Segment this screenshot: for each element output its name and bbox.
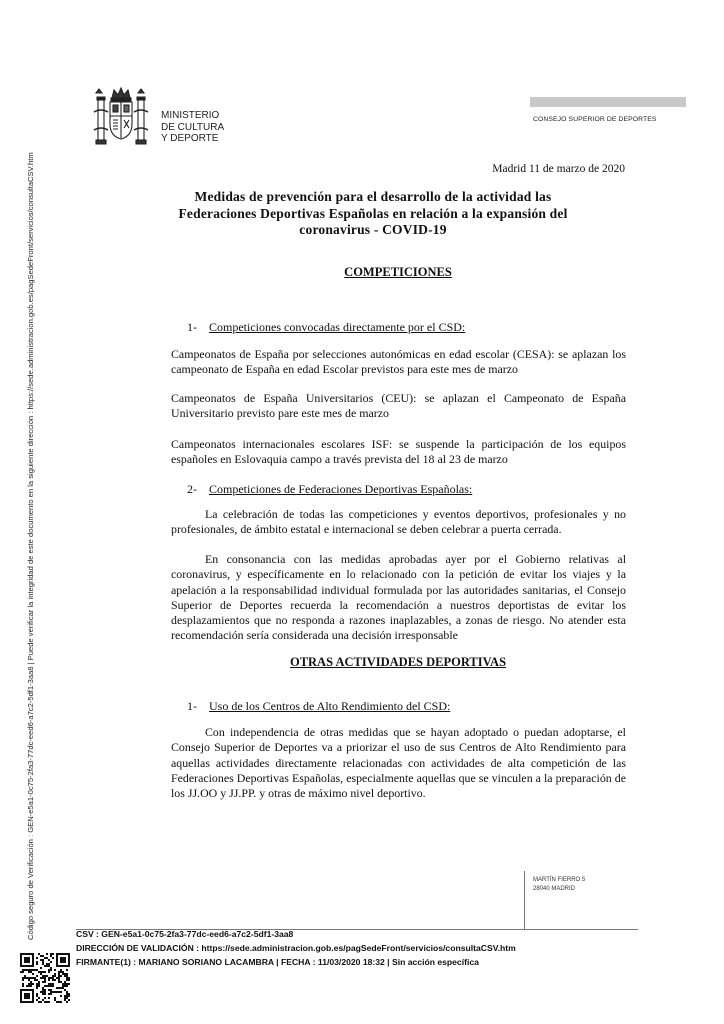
address-divider [524, 871, 525, 930]
item-label: Competiciones de Federaciones Deportivas Españolas: [209, 482, 473, 496]
ministry-line: MINISTERIO [161, 110, 220, 121]
item-label: Competiciones convocadas directamente por el CSD: [209, 320, 466, 334]
title-line: Federaciones Deportivas Españolas en relación a la expansión del [178, 205, 568, 221]
footer-validation-url: DIRECCIÓN DE VALIDACIÓN : https://sede.administracion.gob.es/pagSedeFront/servicios/consultaCSV.htm [76, 943, 516, 953]
paragraph-cesa: Campeonatos de España por selecciones autonómicas en edad escolar (CESA): se aplazan los campeonato de España en edad Escolar previstos para este mes de marzo [171, 347, 626, 377]
title-line: coronavirus - COVID-19 [299, 222, 447, 237]
address-line: 28040 MADRID [533, 885, 576, 892]
address-line: MARTÍN FIERRO 5 [533, 877, 586, 883]
list-item-1 [187, 320, 465, 335]
item-label: Uso de los Centros de Alto Rendimiento del CSD: [209, 699, 451, 713]
paragraph-recomendacion: En consonancia con las medidas aprobadas ayer por el Gobierno relativas al coronavirus, y específicamente en lo relacionado con la petición de evitar los viajes y la apelación a la responsabilidad individual formulada por las autoridades sanitarias, el Consejo Superior de Deportes recuerda la recomendación a nuestros deportistas de evitar los desplazamientos que no responda a razones inaplazables, a zonas de riesgo. No atender esta recomendación sería considerada una decisión irresponsable [171, 552, 626, 643]
paragraph-puerta-cerrada: La celebración de todas las competiciones y eventos deportivos, profesionales y no profesionales, de ámbito estatal e internacional se deben celebrar a puerta cerrada. [171, 507, 626, 537]
header-gray-bar [530, 97, 686, 107]
address-block [533, 876, 585, 893]
item-number: 2- [187, 482, 197, 496]
ministry-line: DE CULTURA [161, 121, 225, 133]
item-number: 1- [187, 320, 197, 334]
paragraph-ceu: Campeonatos de España Universitarios (CEU): se aplazan el Campeonato de España Universitario previsto pare este mes de marzo [171, 391, 626, 421]
title-line: Medidas de prevención para el desarrollo de la actividad las [194, 189, 552, 204]
section-heading-otras-actividades: OTRAS ACTIVIDADES DEPORTIVAS [289, 655, 507, 669]
coat-of-arms-icon [90, 86, 152, 152]
ministry-line: Y DEPORTE [161, 133, 219, 144]
document-date: Madrid 11 de marzo de 2020 [492, 163, 625, 175]
list-item-2 [187, 482, 472, 497]
footer-csv: CSV : GEN-e5a1-0c75-2fa3-77dc-eed6-a7c2-5df1-3aa8 [76, 929, 294, 939]
item-number: 1- [187, 699, 197, 713]
verification-side-text: Código seguro de Verificación : GEN-e5a1-0c75-2fa3-77dc-eed6-a7c2-5df1-3aa8 | Puede verificar la integridad de este documento en la siguiente dirección : https://sede.administracion.gob.es/pagSedeFront/servicios/consultaCSV.htm [26, 152, 35, 940]
list-item-car [187, 699, 450, 714]
footer-signer: FIRMANTE(1) : MARIANO SORIANO LACAMBRA | FECHA : 11/03/2020 18:32 | Sin acción específica [76, 957, 479, 967]
paragraph-isf: Campeonatos internacionales escolares ISF: se suspende la participación de los equipos españoles en Eslovaquia campo a través prevista del 18 al 23 de marzo [171, 437, 626, 467]
ministry-name [161, 110, 224, 145]
qr-code-icon [20, 953, 70, 1003]
section-heading-competiciones: COMPETICIONES [344, 265, 452, 279]
paragraph-car: Con independencia de otras medidas que se hayan adoptado o puedan adoptarse, el Consejo Superior de Deportes va a priorizar el uso de sus Centros de Alto Rendimiento para aquellas actividades directamente relacionadas con actividades de alta competición de las Federaciones Deportivas Españolas, especialmente aquellas que se vinculen a la preparación de los JJ.OO y JJ.PP. y otras de máximo nivel deportivo. [171, 725, 626, 801]
csd-label: CONSEJO SUPERIOR DE DEPORTES [533, 116, 657, 123]
document-title [150, 189, 596, 239]
